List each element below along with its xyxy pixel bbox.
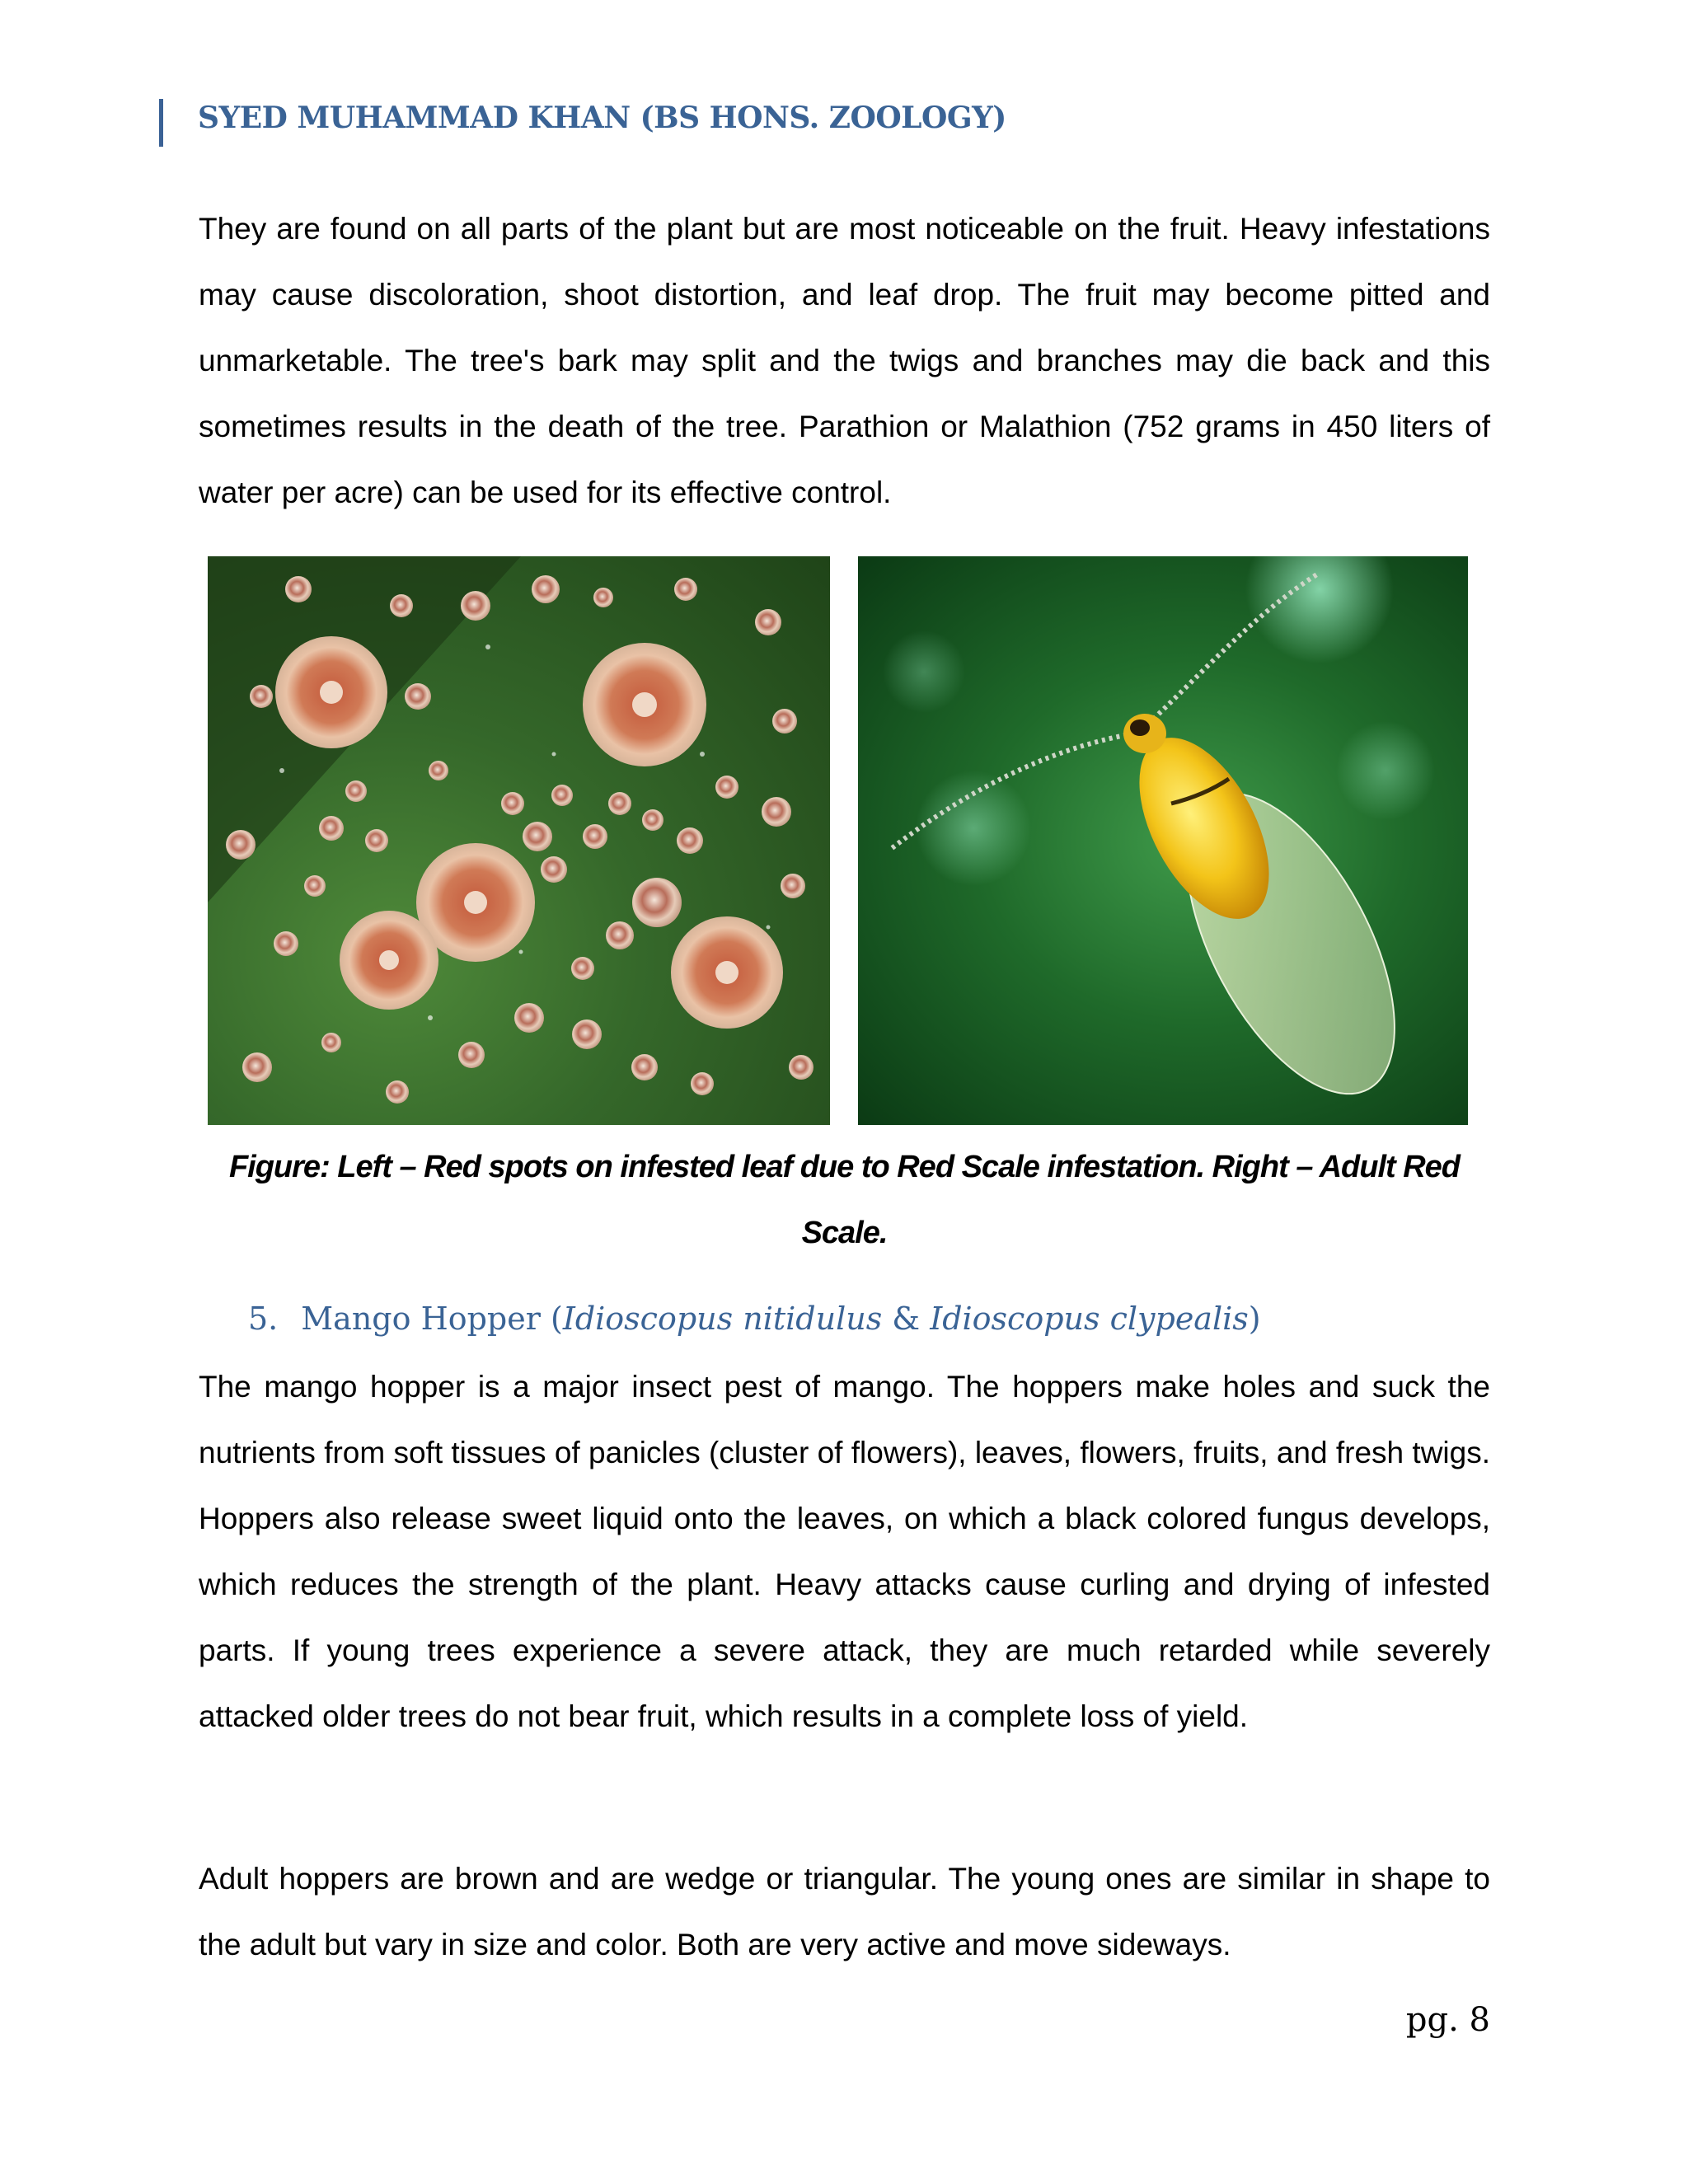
section-title-connector: & (882, 1301, 931, 1337)
scale-spots-illustration (208, 556, 830, 1125)
header-author-title: SYED MUHAMMAD KHAN (BS HONS. ZOOLOGY) (198, 101, 1006, 135)
species-name-2: Idioscopus clypealis (930, 1301, 1249, 1337)
photo-adult-red-scale (858, 556, 1468, 1125)
paragraph-red-scale-damage: They are found on all parts of the plant but are most noticeable on the fruit. Heavy infestations may cause discoloration, shoot distortion, and leaf drop. The fruit may become pitted and unmarketable. The tree's bark may split and the twigs and branches may die back and this sometimes results in the death of the tree. Parathion or Malathion (752 grams in 450 liters of water per acre) can be used for its effective control. (199, 212, 1490, 509)
header-accent-bar (159, 99, 163, 147)
figure-caption: Figure: Left – Red spots on infested leaf due to Red Scale infestation. Right – Adult Red Scale. (228, 1150, 1461, 1250)
section-heading-mango-hopper (248, 1301, 1261, 1337)
section-title-suffix: ) (1248, 1301, 1261, 1337)
adult-insect-illustration (858, 556, 1468, 1125)
photo-red-scale-infested-leaf (208, 556, 830, 1125)
species-name-1: Idioscopus nitidulus (562, 1301, 883, 1337)
paragraph-mango-hopper-damage: The mango hopper is a major insect pest of mango. The hoppers make holes and suck the nutrients from soft tissues of panicles (cluster of flowers), leaves, flowers, fruits, and fresh twigs. Hoppers also release sweet liquid onto the leaves, on which a black colored fungus develops, which reduces the strength of the plant. Heavy attacks cause curling and drying of infested parts. If young trees experience a severe attack, they are much retarded while severely attacked older trees do not bear fruit, which results in a complete loss of yield. (199, 1370, 1490, 1733)
paragraph-mango-hopper-description: Adult hoppers are brown and are wedge or triangular. The young ones are similar in shape to the adult but vary in size and color. Both are very active and move sideways. (199, 1862, 1490, 1961)
page-number: pg. 8 (1405, 2001, 1490, 2039)
section-number: 5. (248, 1301, 279, 1337)
section-title-prefix: Mango Hopper ( (301, 1301, 563, 1337)
